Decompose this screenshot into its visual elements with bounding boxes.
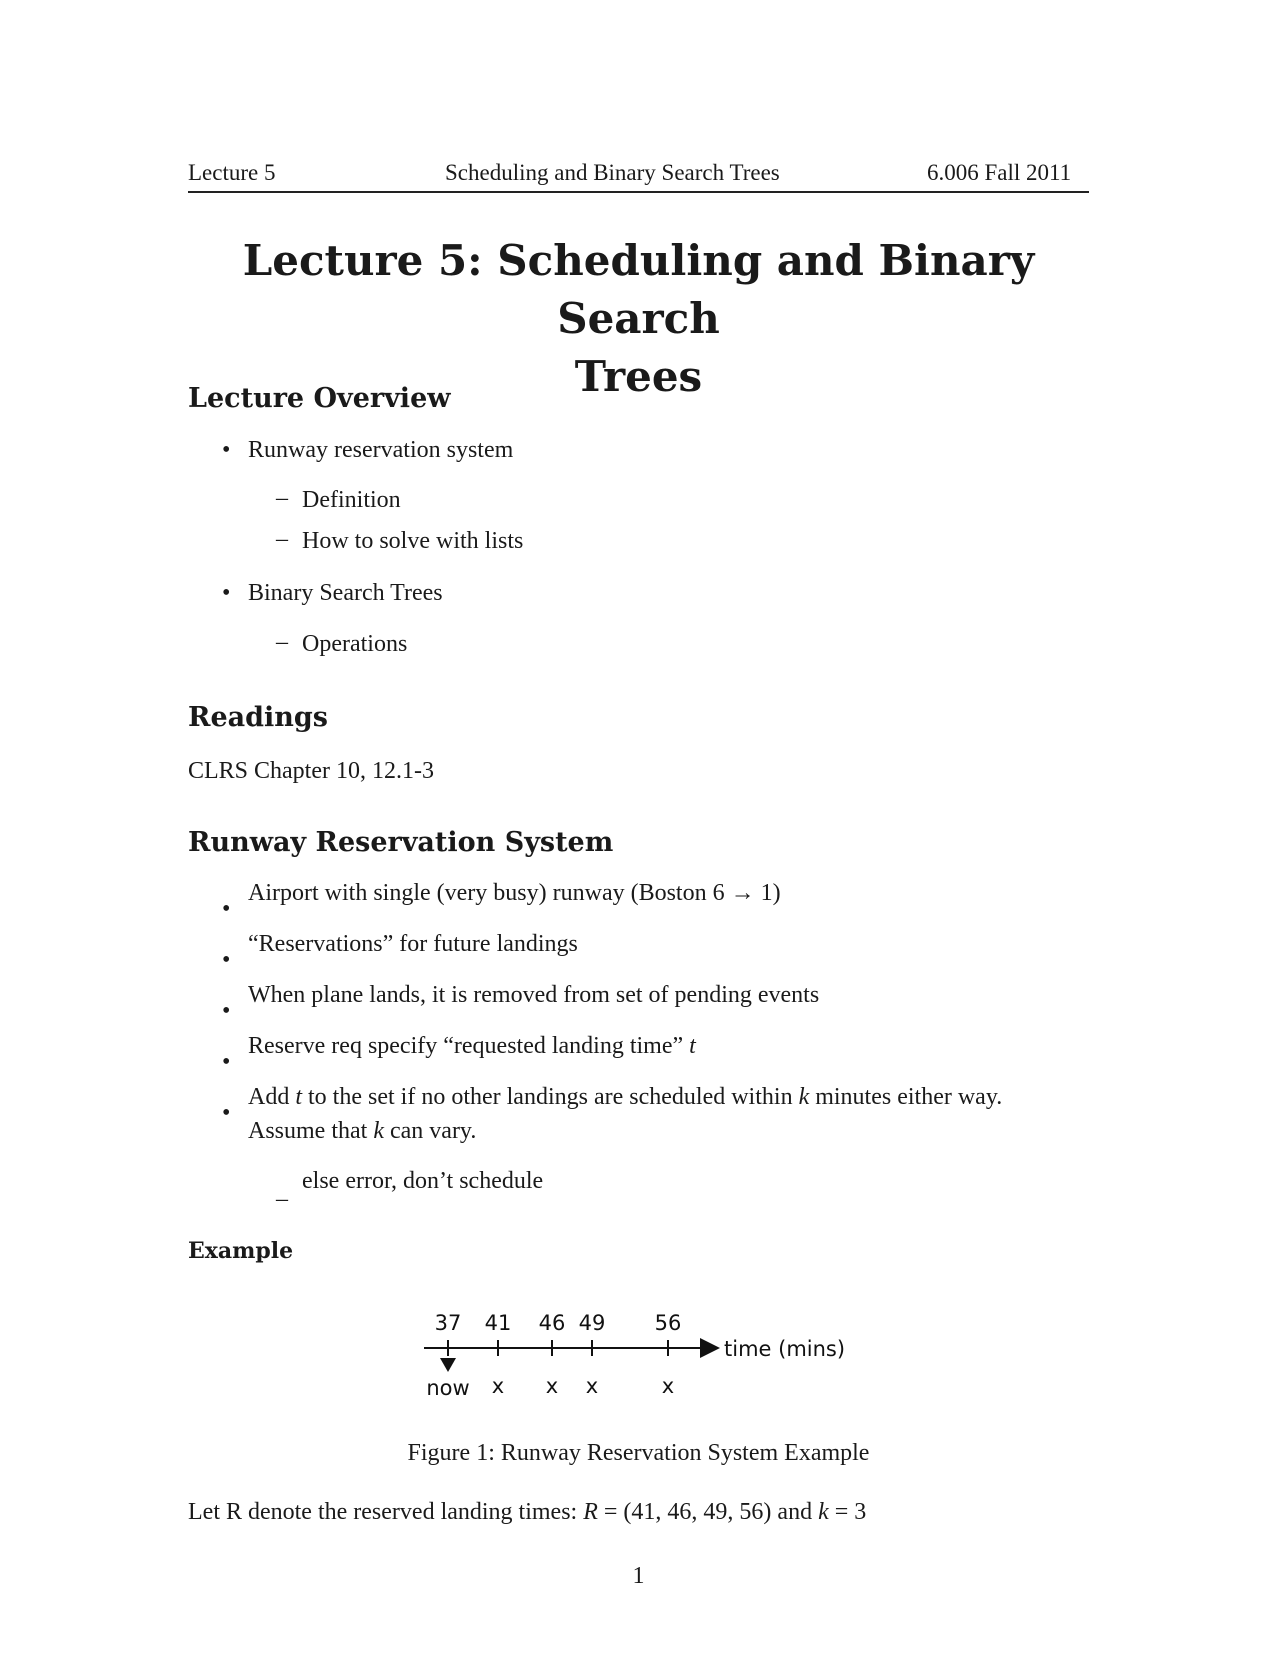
bullet-dot: • xyxy=(222,580,231,606)
sub-dash: – xyxy=(276,526,288,552)
axis-label: time (mins) xyxy=(724,1337,846,1361)
text-fragment: Assume that xyxy=(248,1118,374,1144)
example-heading: Example xyxy=(188,1238,294,1264)
text-fragment: = 3 xyxy=(828,1499,867,1525)
readings-text: CLRS Chapter 10, 12.1-3 xyxy=(188,758,434,784)
overview-subitem-1-1: Definition xyxy=(302,487,401,513)
timeline-arrowhead xyxy=(700,1338,720,1358)
runway-bullet-3: When plane lands, it is removed from set of pending events xyxy=(248,982,820,1008)
bullet-dot: • xyxy=(222,1100,231,1126)
overview-item-1: Runway reservation system xyxy=(248,437,514,463)
sub-dash: – xyxy=(276,1186,288,1212)
now-arrow xyxy=(440,1358,456,1372)
header-rule xyxy=(188,191,1089,193)
bullet-dot: • xyxy=(222,998,231,1024)
var-k: k xyxy=(373,1118,384,1144)
page-number: 1 xyxy=(632,1563,645,1589)
runway-subitem-1: else error, don’t schedule xyxy=(302,1168,544,1194)
runway-bullet-5-line-1 xyxy=(248,1081,1002,1114)
mark-x: x xyxy=(545,1374,559,1398)
text-fragment: Let R denote the reserved landing times: xyxy=(188,1499,584,1525)
text-fragment: = (41, 46, 49, 56) and xyxy=(597,1499,819,1525)
runway-bullet-5-line-2 xyxy=(248,1115,476,1148)
runway-bullet-4-text: Reserve req specify “requested landing time” xyxy=(248,1033,690,1059)
sub-dash: – xyxy=(276,485,288,511)
bullet-dot: • xyxy=(222,947,231,973)
bullet-dot: • xyxy=(222,1049,231,1075)
readings-heading: Readings xyxy=(188,702,328,733)
runway-bullet-4 xyxy=(248,1030,696,1063)
running-header-right: 6.006 Fall 2011 xyxy=(927,160,1072,185)
mark-x: x xyxy=(491,1374,505,1398)
overview-item-2: Binary Search Trees xyxy=(248,580,443,606)
var-k: k xyxy=(818,1499,829,1525)
tick-label-46: 46 xyxy=(538,1311,566,1335)
tick-label-41: 41 xyxy=(484,1311,512,1335)
tick-label-49: 49 xyxy=(578,1311,606,1335)
tick-label-37: 37 xyxy=(434,1311,462,1335)
text-fragment: Add xyxy=(248,1084,296,1110)
running-header-center: Scheduling and Binary Search Trees xyxy=(445,160,780,185)
text-fragment: minutes either way. xyxy=(809,1084,1003,1110)
var-t: t xyxy=(689,1033,696,1059)
mark-x: x xyxy=(585,1374,599,1398)
overview-heading: Lecture Overview xyxy=(188,383,451,414)
var-R: R xyxy=(583,1499,598,1525)
var-k: k xyxy=(798,1084,810,1110)
mark-now: now xyxy=(426,1376,470,1400)
runway-bullet-1: Airport with single (very busy) runway (Boston 6 → 1) xyxy=(248,880,781,906)
overview-subitem-1-2: How to solve with lists xyxy=(302,528,524,554)
overview-subitem-2-1: Operations xyxy=(302,631,408,657)
runway-timeline-figure xyxy=(420,1300,880,1410)
running-header-left: Lecture 5 xyxy=(188,160,276,185)
text-fragment: to the set if no other landings are scheduled within xyxy=(302,1084,799,1110)
page-title xyxy=(188,232,1089,406)
runway-bullet-2: “Reservations” for future landings xyxy=(248,931,578,957)
example-sentence xyxy=(188,1496,866,1529)
bullet-dot: • xyxy=(222,437,231,463)
page-title-line-1: Lecture 5: Scheduling and Binary Search xyxy=(242,236,1035,343)
page-title-line-2: Trees xyxy=(574,352,703,401)
var-t: t xyxy=(295,1084,303,1110)
text-fragment: can vary. xyxy=(383,1118,477,1144)
bullet-dot: • xyxy=(222,896,231,922)
figure-caption: Figure 1: Runway Reservation System Example xyxy=(407,1440,870,1466)
runway-heading: Runway Reservation System xyxy=(188,827,614,858)
tick-label-56: 56 xyxy=(654,1311,682,1335)
sub-dash: – xyxy=(276,629,288,655)
mark-x: x xyxy=(661,1374,675,1398)
